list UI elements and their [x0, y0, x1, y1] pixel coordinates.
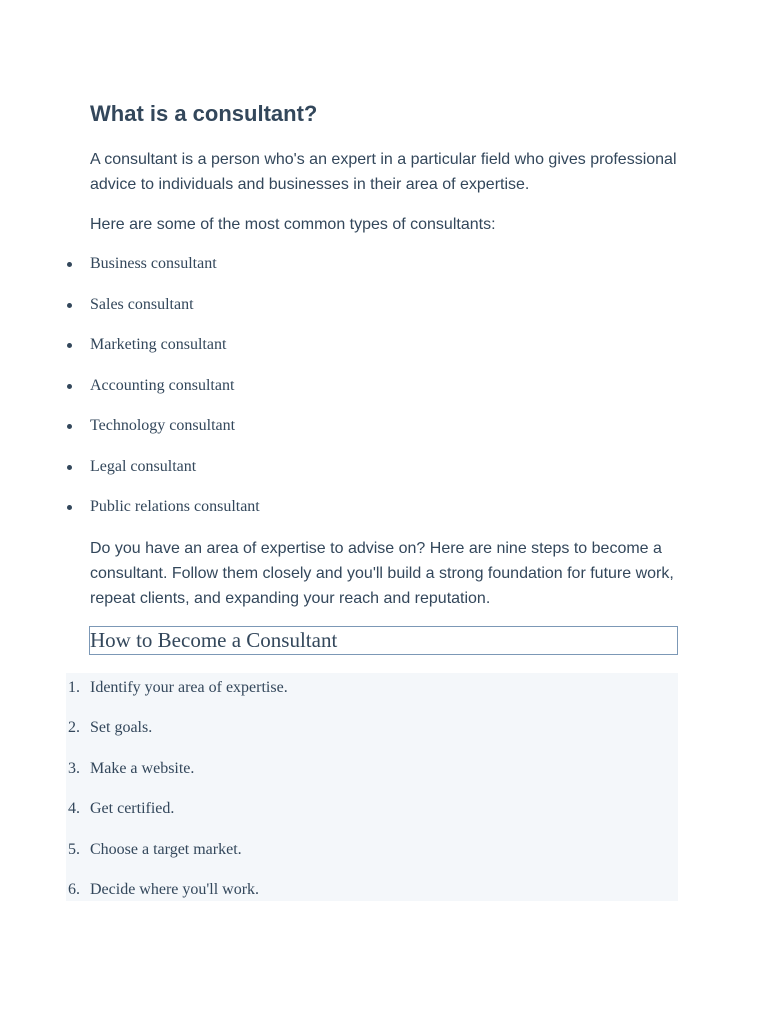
step-text: Set goals.: [90, 719, 153, 737]
step-number: 1.: [68, 679, 80, 696]
list-item-label: Legal consultant: [90, 457, 197, 475]
bullet-icon: [67, 505, 72, 510]
list-item-label: Technology consultant: [90, 417, 236, 434]
step-number: 2.: [68, 719, 80, 737]
list-item-label: Accounting consultant: [90, 376, 235, 394]
list-item: [0, 879, 288, 919]
list-item: [0, 798, 288, 838]
step-number: 3.: [68, 759, 80, 777]
steps-intro-paragraph: Do you have an area of expertise to advise on? Here are nine steps to become a consultant. Follow them closely and you'll build a strong foundation for future work, repeat clients, and expanding your reach and reputation.: [90, 540, 674, 607]
bullet-icon: [67, 424, 72, 429]
steps-heading-box: [89, 626, 678, 655]
list-item: [0, 456, 260, 497]
list-item: [0, 758, 288, 798]
article-title: What is a consultant?: [90, 101, 318, 126]
bullet-icon: [67, 384, 72, 389]
list-item: [0, 839, 288, 879]
step-number: 6.: [68, 880, 80, 898]
list-item-label: Public relations consultant: [90, 498, 260, 515]
steps-list: [0, 677, 288, 919]
list-item: [0, 253, 260, 294]
list-item: [0, 334, 260, 375]
step-text: Decide where you'll work.: [90, 880, 260, 898]
step-number: 5.: [68, 840, 80, 858]
bullet-icon: [67, 303, 72, 308]
steps-heading: How to Become a Consultant: [90, 628, 338, 652]
bullet-icon: [67, 465, 72, 470]
step-text: Make a website.: [90, 759, 195, 777]
list-item: [0, 496, 260, 537]
list-item-label: Business consultant: [90, 255, 217, 272]
consultant-types-list: [0, 253, 260, 537]
list-item: [0, 375, 260, 416]
list-item: [0, 717, 288, 757]
bullet-icon: [67, 262, 72, 267]
list-item: [0, 677, 288, 717]
list-item: [0, 415, 260, 456]
bullet-icon: [67, 343, 72, 348]
step-text: Get certified.: [90, 800, 175, 818]
list-item-label: Marketing consultant: [90, 336, 227, 353]
step-number: 4.: [68, 800, 80, 818]
list-item: [0, 294, 260, 335]
step-text: Choose a target market.: [90, 840, 242, 858]
step-text: Identify your area of expertise.: [90, 679, 288, 696]
types-intro-paragraph: Here are some of the most common types of consultants:: [90, 216, 496, 233]
list-item-label: Sales consultant: [90, 295, 194, 313]
intro-paragraph: A consultant is a person who's an expert in a particular field who gives professional advice to individuals and businesses in their area of expertise.: [90, 151, 677, 193]
